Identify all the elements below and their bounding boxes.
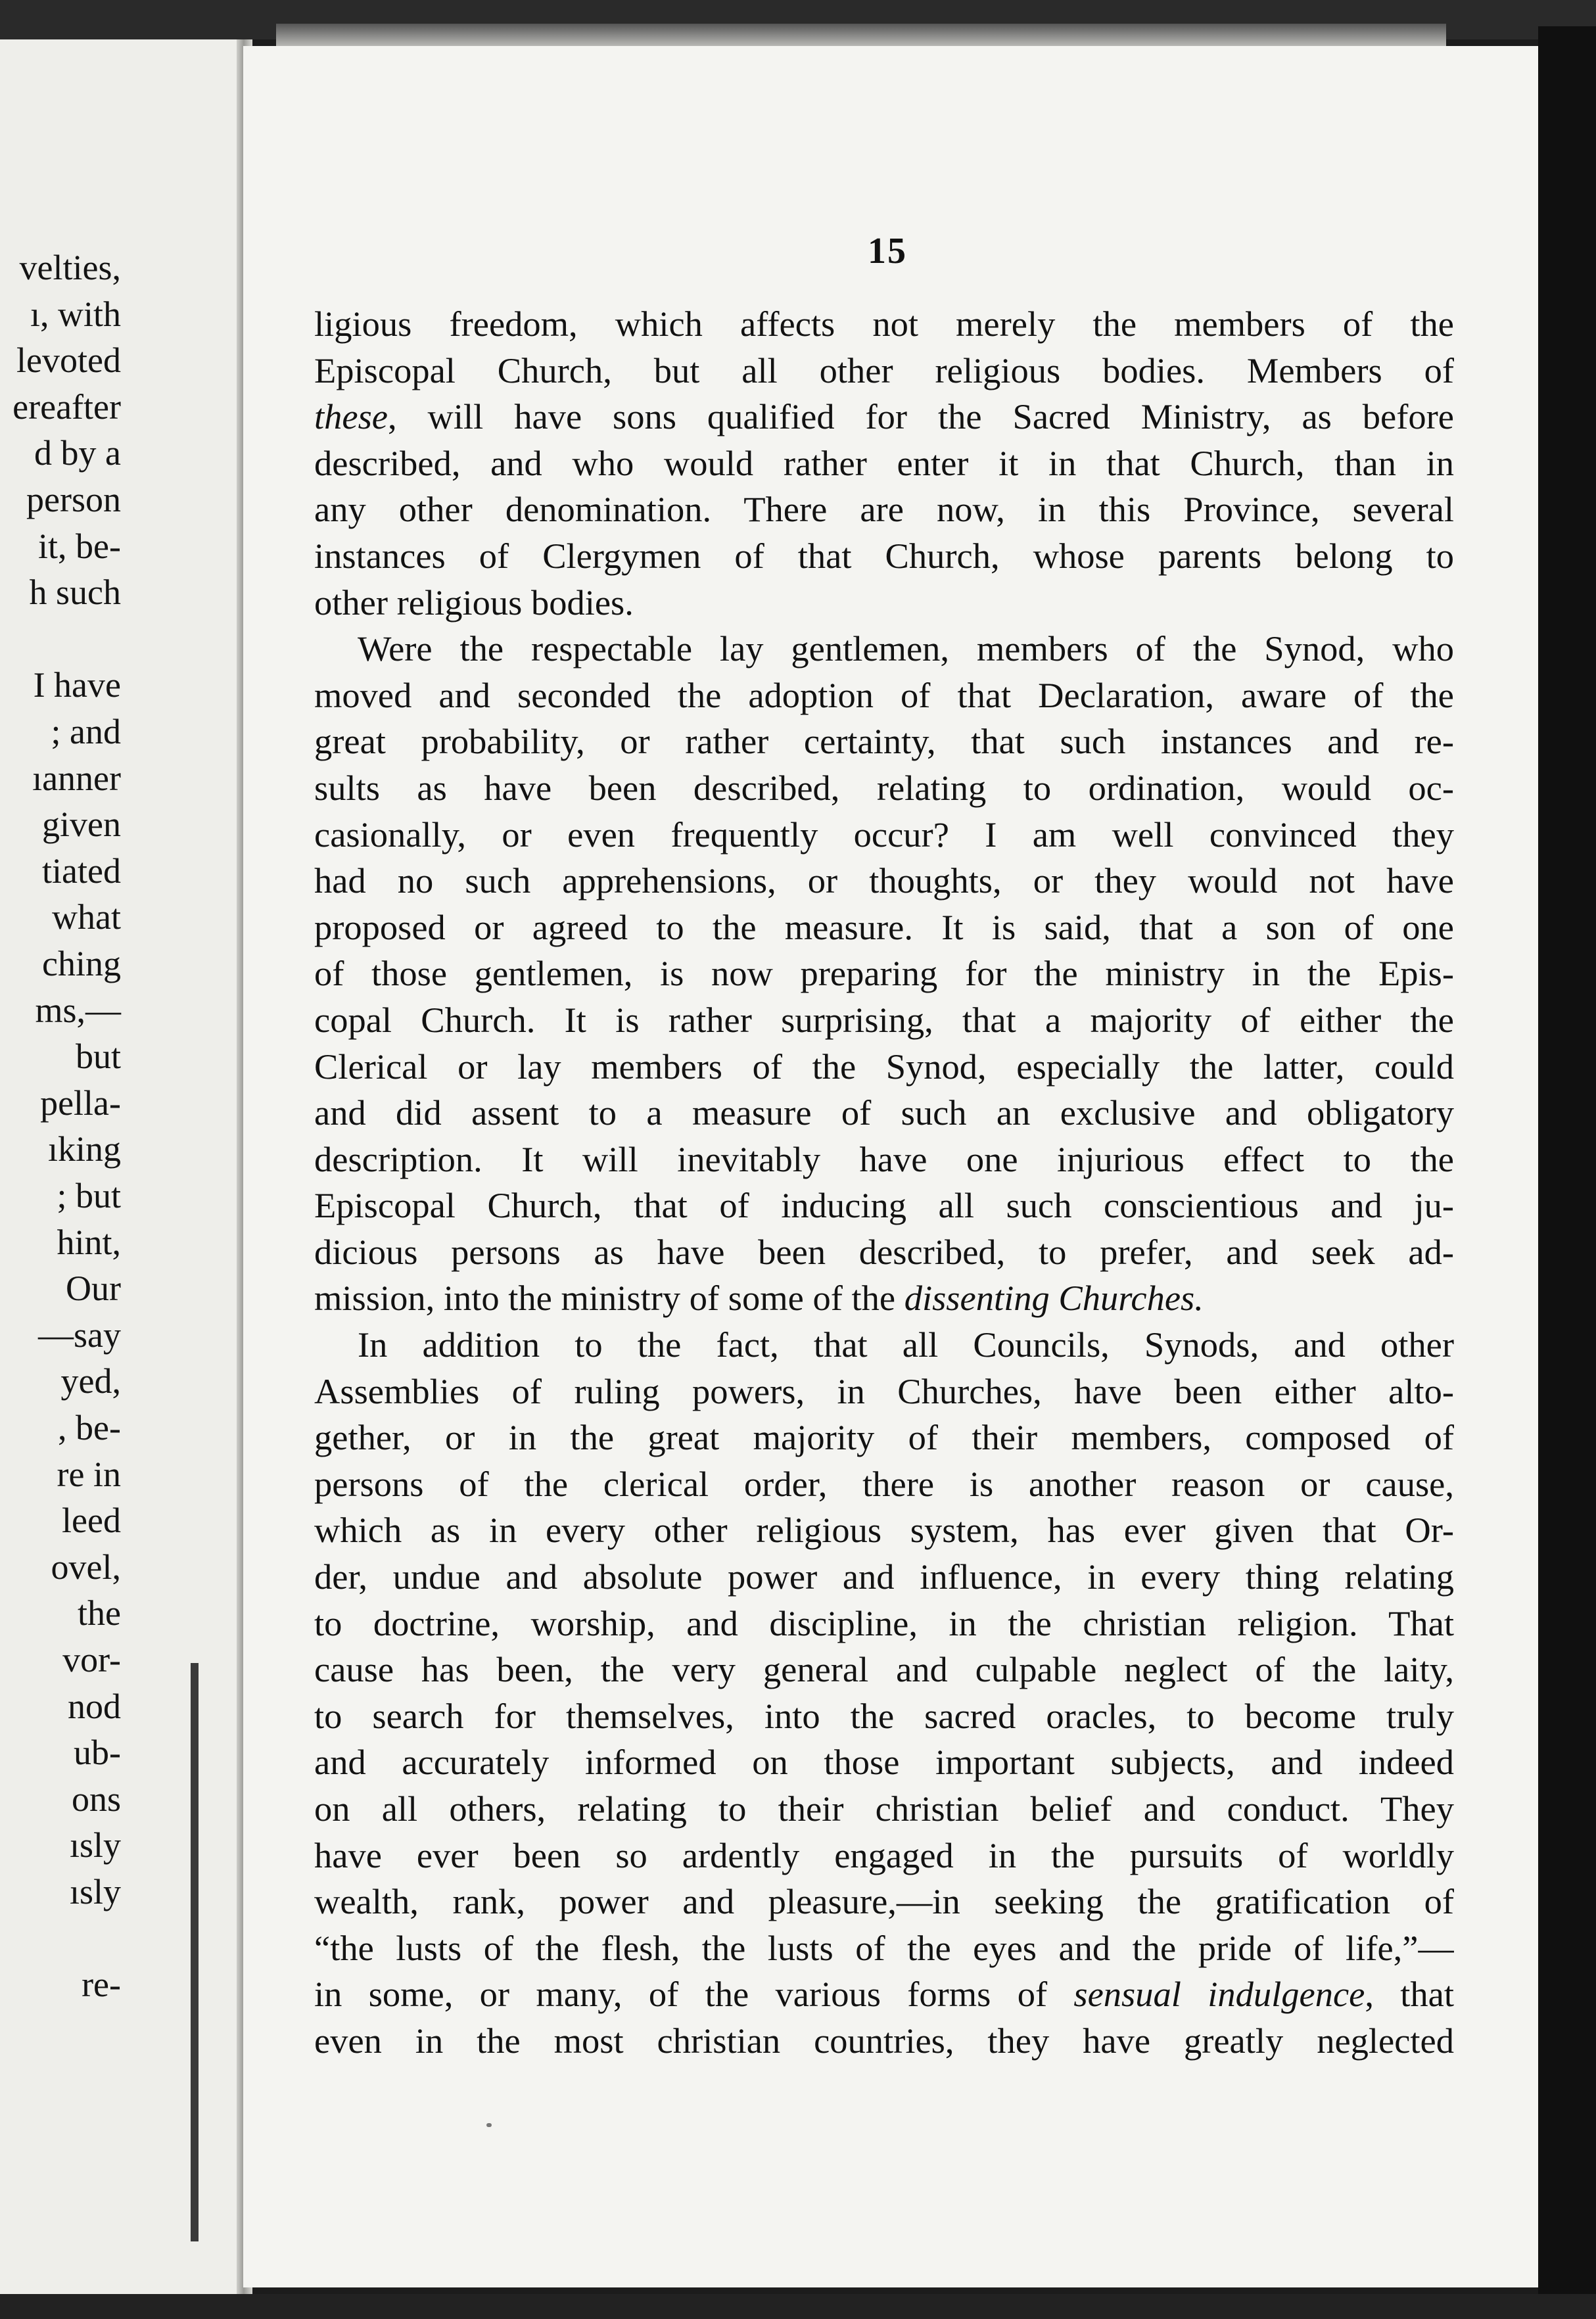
left-page-line: ching <box>42 944 121 983</box>
text-line <box>314 1971 1454 2018</box>
text-line: sults as have been described, relating to ordination, would oc- <box>314 767 1454 808</box>
text-line: Assemblies of ruling powers, in Churches, have been either alto- <box>314 1370 1454 1411</box>
left-page-line: ms,— <box>35 990 121 1030</box>
left-page-line: ; and <box>51 712 121 751</box>
text-line: to doctrine, worship, and discipline, in the christian religion. That <box>314 1603 1454 1643</box>
text-line: der, undue and absolute power and influence, in every thing relating <box>314 1557 1454 1597</box>
left-page-line: ı, with <box>30 294 121 334</box>
left-page-line: what <box>52 897 121 937</box>
text-line: Episcopal Church, but all other religious bodies. Members of <box>314 350 1454 390</box>
page-edge-shadow <box>1538 26 1596 2319</box>
emphasis: these <box>314 396 388 437</box>
text-line-rest: , that <box>1365 1974 1454 2015</box>
left-page-line: but <box>75 1037 121 1077</box>
emphasis: sensual indulgence <box>1073 1974 1365 2015</box>
ink-speck <box>486 2123 492 2127</box>
text-line: casionally, or even frequently occur? I am well convinced they <box>314 814 1454 855</box>
text-line: ligious freedom, which affects not merely the members of the <box>314 304 1454 344</box>
left-page-line: d by a <box>34 433 121 473</box>
emphasis: dissenting Churches. <box>904 1278 1204 1319</box>
left-page-line: ereafter <box>12 386 121 427</box>
left-page-line: ısly <box>69 1872 121 1911</box>
text-line: and accurately informed on those important subjects, and indeed <box>314 1742 1454 1783</box>
text-line: great probability, or rather certainty, that such instances and re- <box>314 721 1454 762</box>
text-line: and did assent to a measure of such an exclusive and obligatory <box>314 1092 1454 1133</box>
left-page-line: tiated <box>42 851 121 891</box>
left-page-line: h such <box>29 573 121 613</box>
scan-top-border <box>0 0 1596 39</box>
left-page-line: yed, <box>60 1361 121 1401</box>
left-page-line: levoted <box>16 340 121 381</box>
text-line: copal Church. It is rather surprising, that a majority of either the <box>314 999 1454 1040</box>
text-line: In addition to the fact, that all Councils, Synods, and other <box>358 1324 1454 1365</box>
text-line: description. It will inevitably have one injurious effect to the <box>314 1138 1454 1179</box>
page-number: 15 <box>868 231 907 271</box>
binding-shadow <box>191 1663 199 2241</box>
left-page-line: it, be- <box>38 526 121 566</box>
left-page-line: —say <box>38 1315 121 1355</box>
left-page-line: , be- <box>58 1408 121 1447</box>
text-line: described, and who would rather enter it in that Church, than in <box>314 442 1454 483</box>
text-line: gether, or in the great majority of their members, composed of <box>314 1417 1454 1458</box>
text-line: cause has been, the very general and culpable neglect of the laity, <box>314 1649 1454 1690</box>
left-page-line: velties, <box>19 248 121 287</box>
text-line: proposed or agreed to the measure. It is said, that a son of one <box>314 906 1454 947</box>
text-line: Episcopal Church, that of inducing all such conscientious and ju- <box>314 1185 1454 1226</box>
left-page-line: ıanner <box>32 758 121 798</box>
text-line: any other denomination. There are now, in this Province, several <box>314 489 1454 530</box>
text-line: persons of the clerical order, there is another reason or cause, <box>314 1463 1454 1504</box>
text-line: “the lusts of the flesh, the lusts of the eyes and the pride of life,”— <box>314 1927 1454 1968</box>
text-line-rest: , will have sons qualified for the Sacred Ministry, as before <box>387 396 1454 437</box>
left-page-line: given <box>42 805 121 845</box>
text-line: on all others, relating to their christian belief and conduct. They <box>314 1789 1454 1829</box>
left-page-line: ovel, <box>51 1547 121 1587</box>
left-page-line: Our <box>66 1269 121 1309</box>
text-line: wealth, rank, power and pleasure,—in seeking the gratification of <box>314 1881 1454 1922</box>
text-line-start: in some, or many, of the various forms of <box>314 1974 1074 2015</box>
left-page-line: ub- <box>74 1733 121 1773</box>
left-page-line: pella- <box>40 1083 121 1123</box>
text-line: have ever been so ardently engaged in the pursuits of worldly <box>314 1835 1454 1875</box>
text-line-start: mission, into the ministry of some of the <box>314 1278 904 1319</box>
text-line: of those gentlemen, is now preparing for the ministry in the Epis- <box>314 953 1454 994</box>
previous-page-fragment <box>0 39 245 2301</box>
left-page-line: hint, <box>57 1222 121 1262</box>
left-page-line: ; but <box>57 1176 121 1215</box>
left-page-line: person <box>26 480 121 519</box>
text-line: dicious persons as have been described, to prefer, and seek ad- <box>314 1231 1454 1272</box>
left-page-line: leed <box>62 1501 121 1541</box>
text-line: Clerical or lay members of the Synod, especially the latter, could <box>314 1046 1454 1087</box>
left-page-line: re in <box>57 1454 121 1494</box>
text-line: other religious bodies. <box>314 582 634 622</box>
text-line <box>314 394 1454 440</box>
text-line: Were the respectable lay gentlemen, members of the Synod, who <box>358 628 1454 669</box>
text-line: moved and seconded the adoption of that Declaration, aware of the <box>314 674 1454 715</box>
scan-bottom-border <box>0 2294 1596 2319</box>
left-page-line: re- <box>82 1965 121 2005</box>
body-text <box>314 301 1454 2065</box>
left-page-line: ıking <box>47 1129 121 1169</box>
text-line: even in the most christian countries, they have greatly neglected <box>314 2020 1454 2061</box>
text-line: to search for themselves, into the sacred oracles, to become truly <box>314 1695 1454 1736</box>
text-line <box>314 1275 1454 1322</box>
text-line: instances of Clergymen of that Church, whose parents belong to <box>314 535 1454 576</box>
text-line: had no such apprehensions, or thoughts, or they would not have <box>314 860 1454 901</box>
text-line: which as in every other religious system, has ever given that Or- <box>314 1510 1454 1551</box>
left-page-line: vor- <box>62 1640 121 1679</box>
left-page-line: I have <box>33 665 121 705</box>
left-page-line: ons <box>71 1779 121 1819</box>
left-page-line: the <box>78 1593 121 1633</box>
left-page-line: nod <box>68 1686 121 1726</box>
left-page-line: ısly <box>69 1825 121 1865</box>
